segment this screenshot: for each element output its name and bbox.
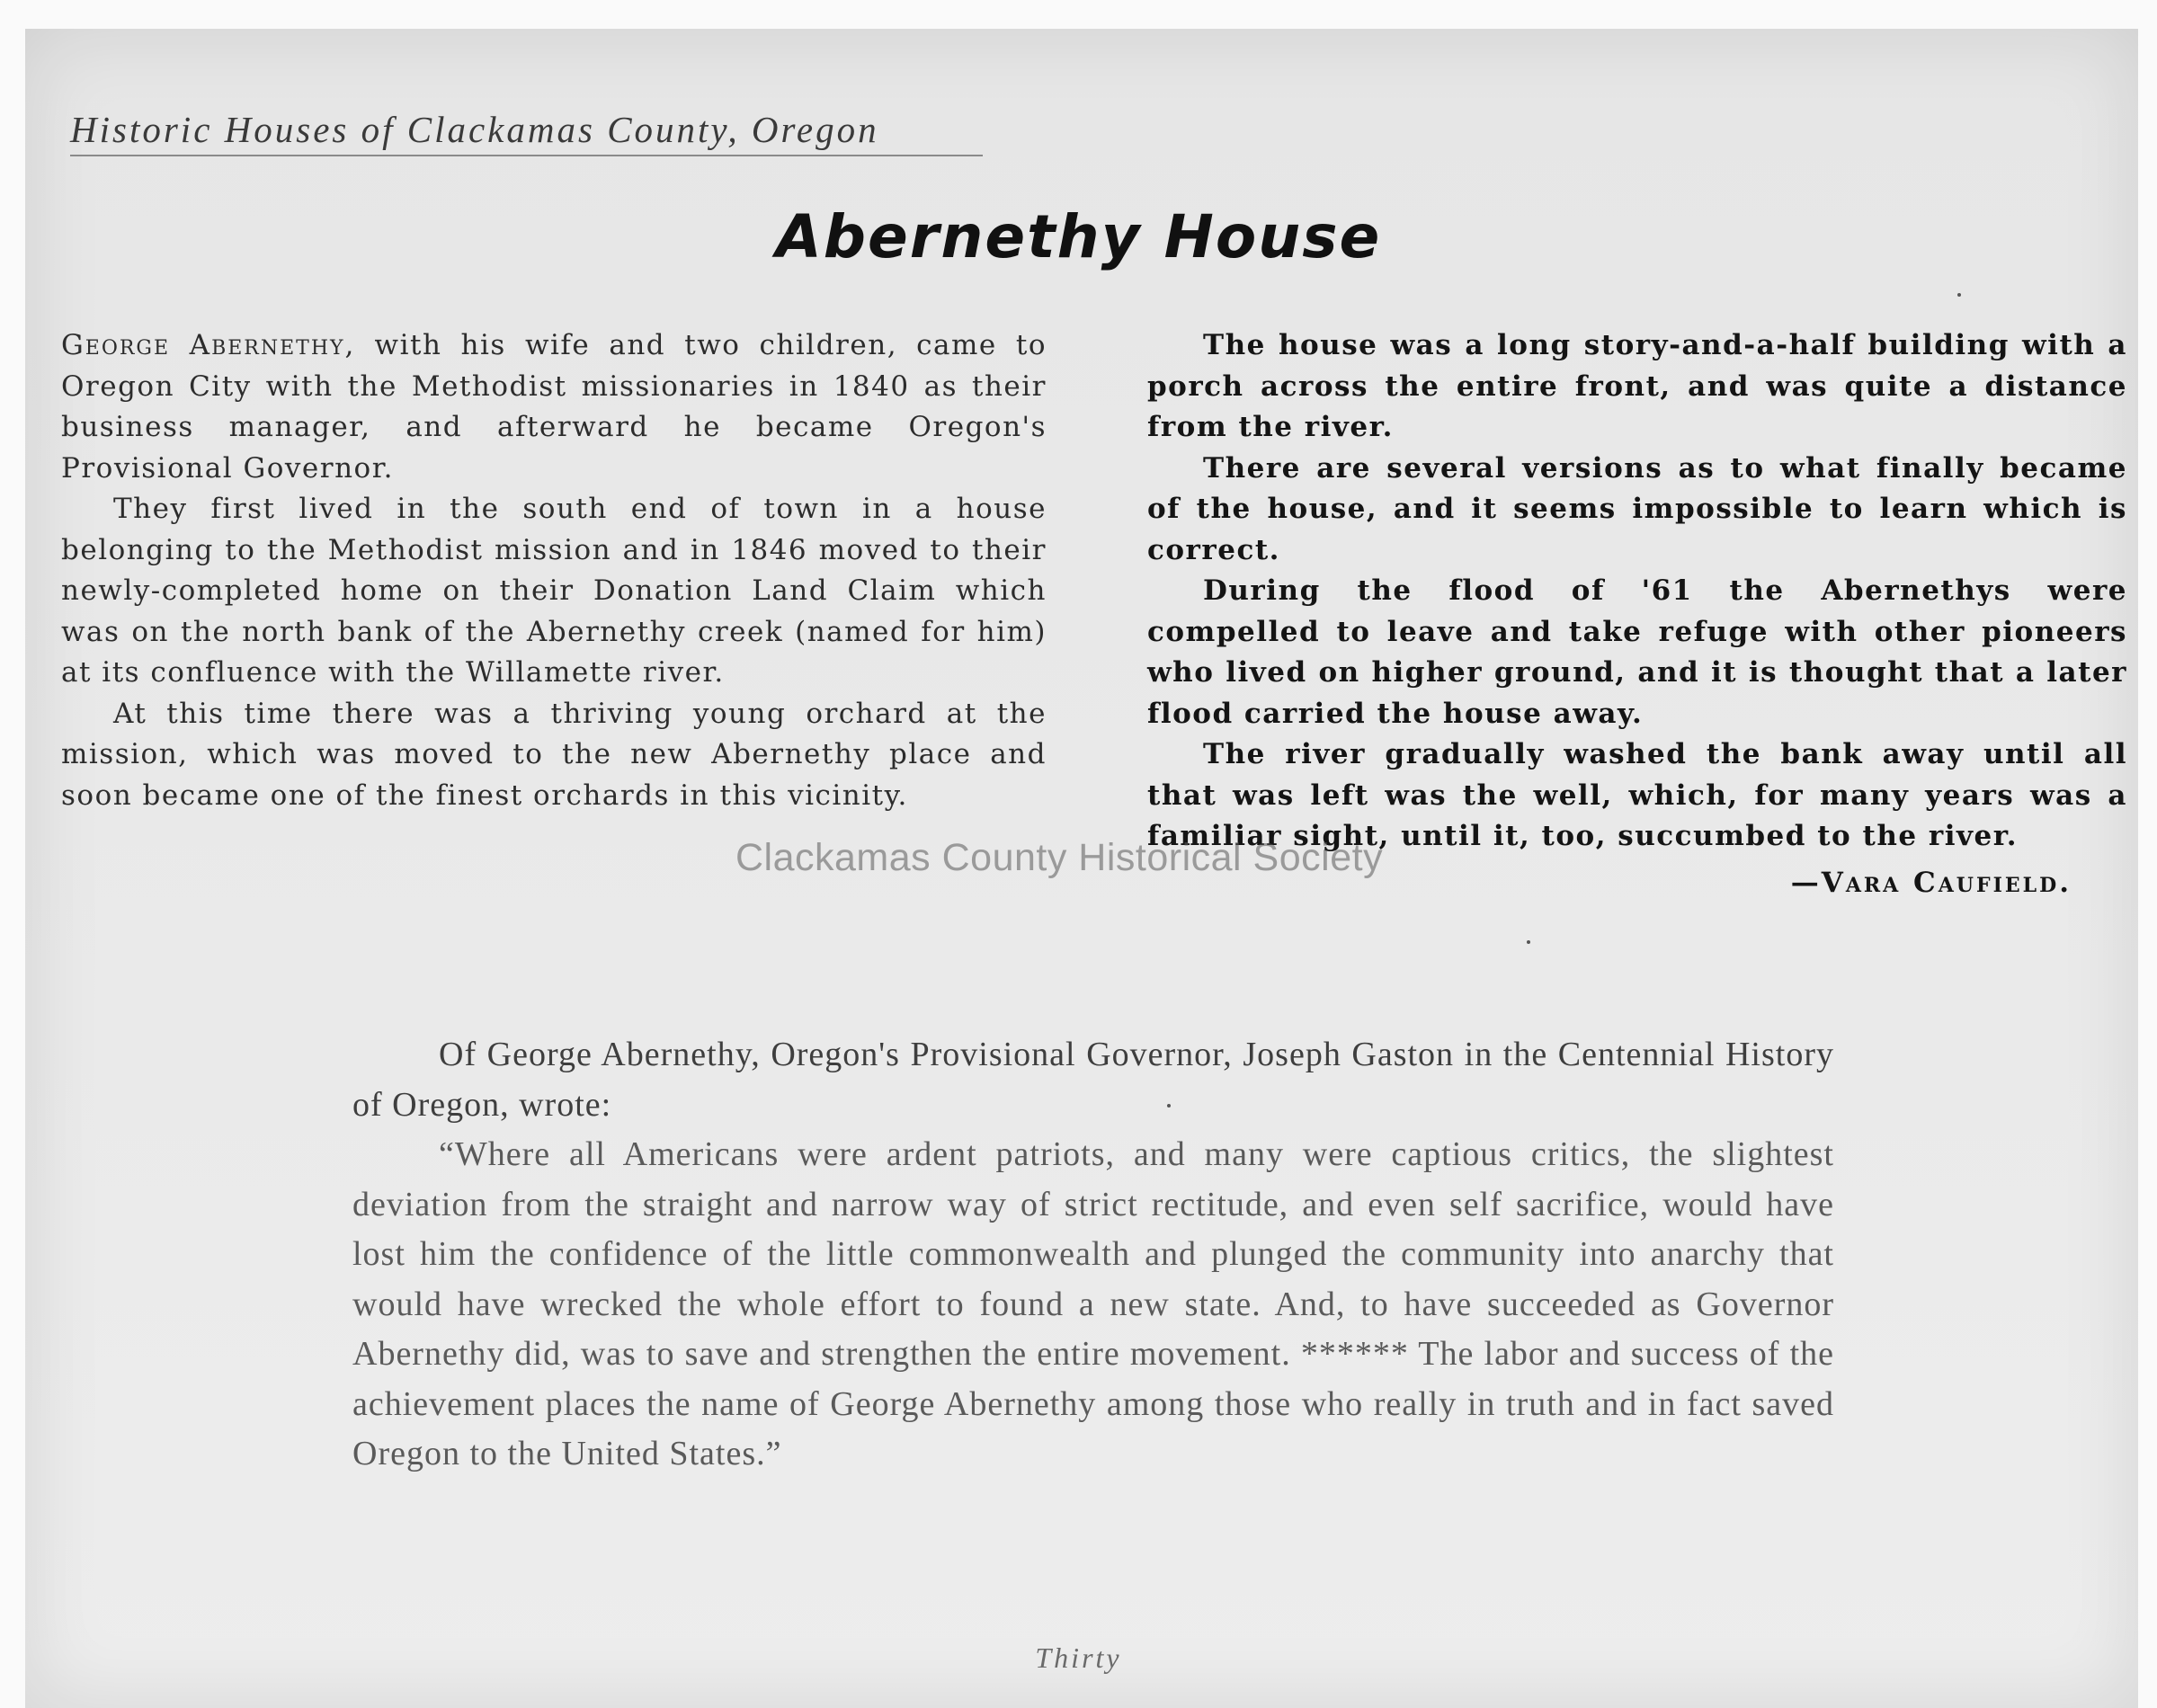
page-number: Thirty bbox=[1035, 1641, 1122, 1674]
quote-text: “Where all Americans were ardent patriots, and many were captious critics, the slightest deviation from the straight and narrow way of strict rectitude, and even self sacrifice, would have lost him the confidence of the little commonwealth and plunged the community into anarchy that would have wrecked the whole effort to found a new state. And, to have succeeded as Governor Abernethy did, was to save and strengthen the entire movement. ****** The labor and success of the achievement places the name of George Abernethy among those who really in truth and in fact saved Oregon to the United States.” bbox=[352, 1135, 1834, 1472]
left-paragraph-2: They first lived in the south end of town in a house belonging to the Methodist mission and in 1846 moved to their newly-completed home on their Donation Land Claim which was on the north bank of the Abernethy creek (named for him) at its confluence with the Willamette river. bbox=[61, 493, 1047, 689]
author-signature: —Vara Caufield. bbox=[1790, 866, 2072, 899]
left-paragraph-3: At this time there was a thriving young orchard at the mission, which was moved to the new Abernethy place and soon became one of the finest orchards in this vicinity. bbox=[61, 697, 1047, 812]
page-title: Abernethy House bbox=[775, 202, 1382, 271]
left-paragraph-1 bbox=[61, 325, 1047, 489]
right-column bbox=[1147, 325, 2127, 903]
left-paragraph-1-text: with his wife and two children, came to Oregon City with the Methodist missionaries in 1840 as their business manager, and afterward he became Oregon's Provisional Governor. bbox=[61, 329, 1047, 485]
running-head: Historic Houses of Clackamas County, Oregon bbox=[70, 108, 983, 156]
watermark: Clackamas County Historical Society bbox=[735, 836, 1384, 879]
left-lead: George Abernethy, bbox=[61, 329, 356, 361]
right-paragraph-3: During the flood of '61 the Abernethys were compelled to leave and take refuge with other pioneers who lived on higher ground, and it is thought that a later flood carried the house away. bbox=[1147, 574, 2127, 730]
left-column bbox=[61, 325, 1047, 816]
right-paragraph-2: There are several versions as to what finally became of the house, and it seems impossible to learn which is correct. bbox=[1147, 451, 2127, 566]
right-paragraph-1: The house was a long story-and-a-half building with a porch across the entire front, and was quite a distance from the river. bbox=[1147, 329, 2127, 443]
dust-speck bbox=[1957, 293, 1961, 297]
right-paragraph-4: The river gradually washed the bank away until all that was left was the well, which, for many years was a familiar sight, until it, too, succumbed to the river. bbox=[1147, 738, 2127, 852]
dust-speck bbox=[1527, 940, 1530, 944]
quote-intro: Of George Abernethy, Oregon's Provisional Governor, Joseph Gaston in the Centennial History of Oregon, wrote: bbox=[352, 1036, 1834, 1124]
dust-speck bbox=[1167, 1104, 1171, 1108]
quote-section bbox=[352, 1030, 1834, 1480]
